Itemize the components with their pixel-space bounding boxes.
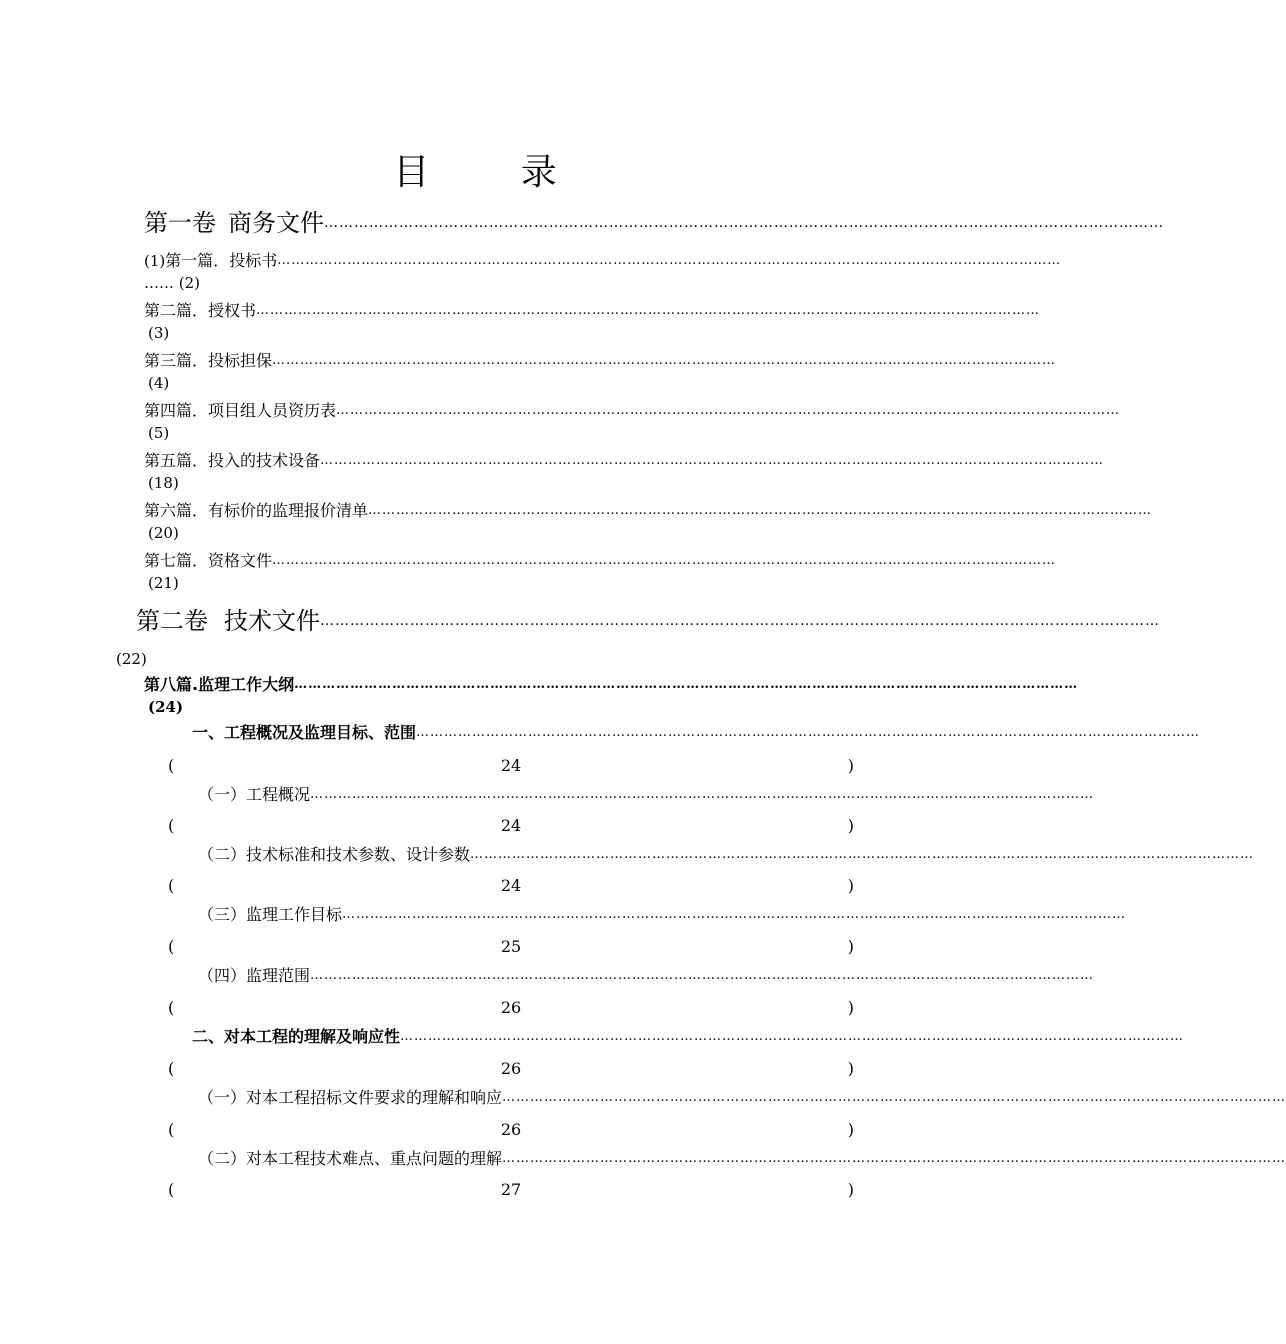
toc-entry-volume1: [144, 206, 1164, 240]
part2-text: 第二篇．授权书: [144, 301, 257, 320]
section-text: 二、对本工程的理解及响应性: [192, 1027, 401, 1046]
toc-entry-subsection-1-2: [198, 844, 1255, 866]
part5-page: (18): [148, 474, 179, 492]
leader-dots: ……………………………………………………………………………………………………………………………………………………: [368, 503, 1153, 518]
paren-close: ): [847, 1180, 854, 1199]
part1-prefix: (1): [144, 252, 166, 270]
subsection-text: （二）对本工程技术难点、重点问题的理解: [198, 1149, 503, 1168]
toc-entry-part6: [144, 500, 1153, 522]
toc-entry-volume2: [136, 604, 1160, 638]
paren-close: ): [847, 1059, 854, 1078]
subsection-page: 27: [500, 1180, 522, 1199]
subsection-page: 25: [500, 937, 522, 956]
paren-open: (: [168, 756, 175, 775]
toc-entry-subsection-2-2: [198, 1148, 1286, 1170]
volume1-label: 第一卷: [144, 209, 216, 237]
paren-close: ): [847, 937, 854, 956]
leader-dots: ……………………………………………………………………………………………………………………………………………………: [416, 725, 1201, 740]
toc-entry-section-1: [192, 722, 1201, 744]
subsection-page: 26: [500, 1120, 522, 1139]
part1-cont: ……: [144, 274, 174, 292]
part6-page: (20): [148, 524, 179, 542]
leader-dots: ……………………………………………………………………………………………………………………………………………………: [294, 677, 1079, 692]
leader-dots: ……………………………………………………………………………………………………………………………………………………: [277, 253, 1062, 268]
paren-open: (: [168, 876, 175, 895]
part1-page: (2): [178, 274, 201, 292]
subsection-text: （一）工程概况: [198, 785, 311, 804]
toc-title: 目 录: [393, 152, 597, 193]
toc-entry-part5: [144, 450, 1105, 472]
paren-open: (: [168, 1059, 175, 1078]
toc-entry-section-2: [192, 1026, 1185, 1048]
paren-close: ): [847, 756, 854, 775]
part8-page: (24): [148, 698, 184, 716]
section-page: 24: [500, 756, 522, 775]
part7-text: 第七篇．资格文件: [144, 551, 273, 570]
volume2-label: 第二卷: [136, 607, 208, 635]
part7-page: (21): [148, 574, 179, 592]
leader-dots: ……………………………………………………………………………………………………………………………………………………: [256, 303, 1041, 318]
paren-open: (: [168, 1180, 175, 1199]
toc-entry-part2: [144, 300, 1041, 322]
part4-text: 第四篇．项目组人员资历表: [144, 401, 337, 420]
part1-text: 第一篇．投标书: [165, 251, 278, 270]
volume2-text: 技术文件: [224, 607, 320, 635]
subsection-1-1-page-line: [168, 816, 854, 836]
leader-dots: ……………………………………………………………………………………………………………………………………………………: [310, 787, 1095, 802]
subsection-page: 24: [500, 876, 522, 895]
paren-open: (: [168, 1120, 175, 1139]
paren-close: ): [847, 1120, 854, 1139]
subsection-1-3-page-line: [168, 937, 854, 957]
leader-dots: ……………………………………………………………………………………………………………………………………………………: [502, 1151, 1286, 1166]
leader-dots: ……………………………………………………………………………………………………………………………………………………: [272, 353, 1057, 368]
toc-entry-subsection-1-4: [198, 965, 1095, 987]
part3-page: (4): [148, 374, 170, 392]
leader-dots: ……………………………………………………………………………………………………………………………………………………: [320, 613, 1160, 629]
section-2-page-line: [168, 1059, 854, 1079]
paren-close: ): [847, 998, 854, 1017]
toc-entry-part1: [144, 250, 1062, 272]
toc-entry-part7: [144, 550, 1057, 572]
leader-dots: ……………………………………………………………………………………………………………………………………………………: [400, 1029, 1185, 1044]
subsection-text: （二）技术标准和技术参数、设计参数: [198, 845, 471, 864]
section-page: 26: [500, 1059, 522, 1078]
part3-text: 第三篇．投标担保: [144, 351, 273, 370]
paren-open: (: [168, 937, 175, 956]
subsection-page: 26: [500, 998, 522, 1017]
part6-text: 第六篇．有标价的监理报价清单: [144, 501, 369, 520]
subsection-1-2-page-line: [168, 876, 854, 896]
subsection-2-1-page-line: [168, 1120, 854, 1140]
subsection-text: （三）监理工作目标: [198, 905, 343, 924]
leader-dots: ……………………………………………………………………………………………………………………………………………………: [310, 968, 1095, 983]
leader-dots: ……………………………………………………………………………………………………………………………………………………: [336, 403, 1121, 418]
leader-dots: ……………………………………………………………………………………………………………………………………………………: [470, 847, 1255, 862]
part8-text: 第八篇.监理工作大纲: [144, 675, 295, 694]
part4-page: (5): [148, 424, 170, 442]
section-1-page-line: [168, 756, 854, 776]
subsection-2-2-page-line: [168, 1180, 854, 1200]
paren-close: ): [847, 876, 854, 895]
paren-open: (: [168, 998, 175, 1017]
volume1-text: 商务文件: [228, 209, 324, 237]
toc-entry-part8: [144, 674, 1079, 696]
leader-dots: ……………………………………………………………………………………………………………………………………………………: [502, 1090, 1286, 1105]
paren-open: (: [168, 816, 175, 835]
toc-entry-part4: [144, 400, 1121, 422]
leader-dots: ……………………………………………………………………………………………………………………………………………………: [342, 907, 1127, 922]
toc-entry-subsection-2-1: [198, 1087, 1286, 1109]
part2-page: (3): [148, 324, 170, 342]
part5-text: 第五篇．投入的技术设备: [144, 451, 321, 470]
subsection-text: （一）对本工程招标文件要求的理解和响应: [198, 1088, 503, 1107]
volume2-page: (22): [116, 650, 147, 668]
toc-entry-part3: [144, 350, 1057, 372]
toc-entry-subsection-1-3: [198, 904, 1127, 926]
part1-page-line: [144, 274, 200, 292]
leader-dots: ……………………………………………………………………………………………………………………………………………………: [324, 215, 1164, 231]
subsection-1-4-page-line: [168, 998, 854, 1018]
paren-close: ): [847, 816, 854, 835]
toc-entry-subsection-1-1: [198, 784, 1095, 806]
subsection-text: （四）监理范围: [198, 966, 311, 985]
subsection-page: 24: [500, 816, 522, 835]
section-text: 一、工程概况及监理目标、范围: [192, 723, 417, 742]
leader-dots: ……………………………………………………………………………………………………………………………………………………: [320, 453, 1105, 468]
leader-dots: ……………………………………………………………………………………………………………………………………………………: [272, 553, 1057, 568]
